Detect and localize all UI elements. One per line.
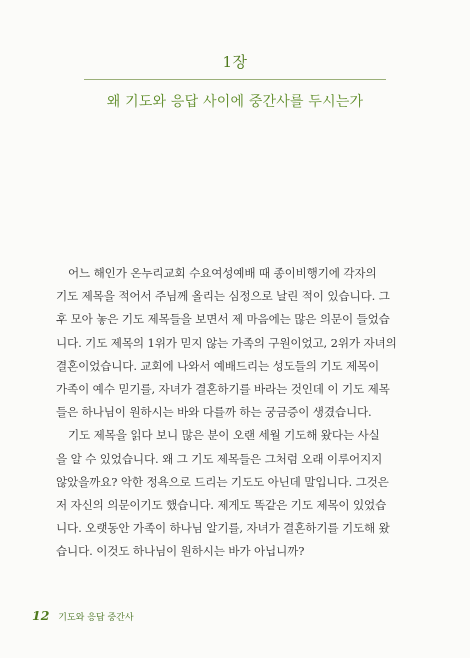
page-number: 12 (32, 608, 50, 623)
text-line: 습니다. 이것도 하나님이 원하시는 바가 아닙니까? (56, 544, 305, 559)
page-footer (32, 608, 134, 623)
text-line: 기도 제목을 적어서 주님께 올리는 심정으로 날린 적이 있습니다. 그 (56, 289, 390, 304)
text-line: 니다. 오랫동안 가족이 하나님 알기를, 자녀가 결혼하기를 기도해 왔 (56, 521, 390, 536)
text-line: 저 자신의 의문이기도 했습니다. 제게도 똑같은 기도 제목이 있었습 (56, 498, 387, 513)
chapter-divider (84, 79, 386, 80)
text-line: 기도 제목을 읽다 보니 많은 분이 오랜 세월 기도해 왔다는 사실 (68, 428, 380, 443)
text-line: 들은 하나님이 원하시는 바와 다를까 하는 궁금증이 생겼습니다. (56, 405, 372, 420)
text-line: 어느 해인가 온누리교회 수요여성예배 때 종이비행기에 각자의 (68, 266, 377, 280)
chapter-title: 왜 기도와 응답 사이에 중간사를 두시는가 (106, 94, 364, 110)
text-line: 않았을까요? 악한 정욕으로 드리는 기도도 아닌데 말입니다. 그것은 (56, 474, 389, 489)
text-line: 을 알 수 있었습니다. 왜 그 기도 제목들은 그처럼 오래 이루어지지 (56, 451, 383, 466)
text-line: 후 모아 놓은 기도 제목들을 보면서 제 마음에는 많은 의문이 들었습 (56, 312, 390, 327)
running-title: 기도와 응답 중간사 (58, 613, 134, 623)
text-line: 결혼이었습니다. 교회에 나와서 예배드리는 성도들의 기도 제목이 (56, 358, 380, 373)
body-text (56, 262, 414, 564)
text-line: 가족이 예수 믿기를, 자녀가 결혼하기를 바라는 것인데 이 기도 제목 (56, 382, 390, 397)
chapter-number: 1장 (222, 53, 248, 71)
text-line: 니다. 기도 제목의 1위가 믿지 않는 가족의 구원이었고, 2위가 자녀의 (56, 335, 397, 350)
